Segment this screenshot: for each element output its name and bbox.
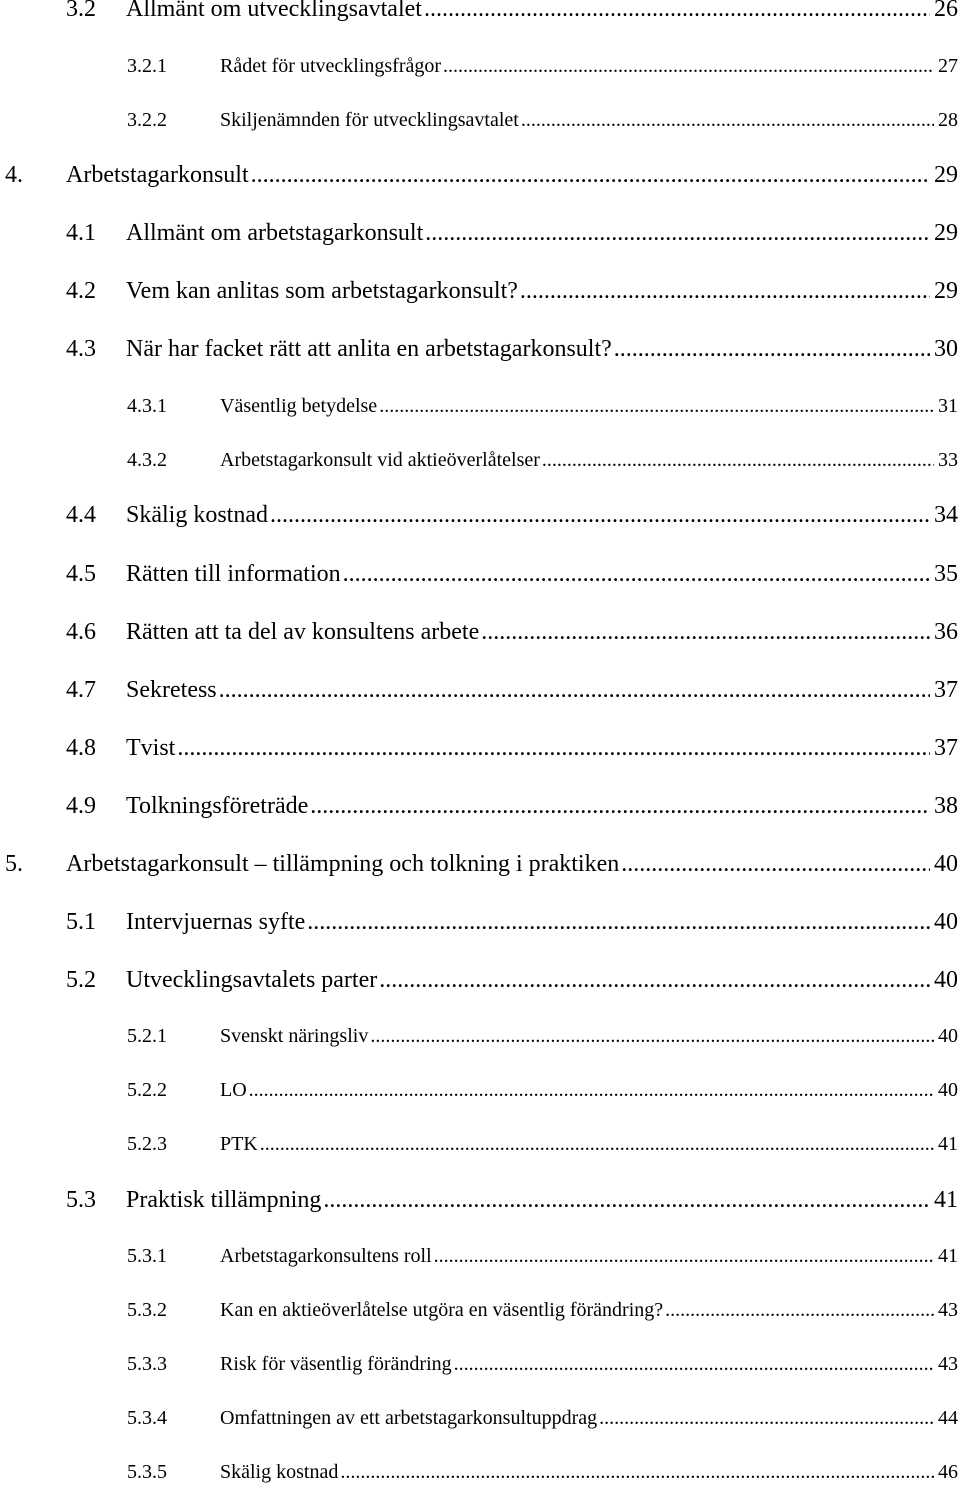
toc-leader — [343, 561, 930, 588]
toc-entry-page: 38 — [934, 793, 958, 819]
toc-entry-title: LO — [220, 1079, 247, 1101]
toc-entry-title: När har facket rätt att anlita en arbetstagarkonsult? — [126, 336, 612, 362]
toc-entry-page: 36 — [934, 619, 958, 645]
toc-leader — [270, 502, 930, 529]
toc-entry-number: 4.9 — [66, 793, 96, 819]
toc-entry[interactable] — [66, 336, 958, 363]
toc-entry-page: 31 — [938, 395, 958, 417]
toc-leader — [379, 395, 934, 418]
toc-entry-number: 5.3.5 — [127, 1461, 167, 1483]
toc-entry-number: 5.2.3 — [127, 1133, 167, 1155]
toc-leader — [177, 735, 930, 762]
toc-entry-number: 5.2.1 — [127, 1025, 167, 1047]
toc-entry[interactable] — [66, 793, 958, 820]
toc-entry[interactable] — [127, 395, 958, 418]
toc-leader — [614, 336, 930, 363]
toc-entry-number: 5.2 — [66, 967, 96, 993]
toc-entry-page: 43 — [938, 1299, 958, 1321]
toc-entry-title: Tvist — [126, 735, 176, 761]
toc-entry-number: 4.7 — [66, 677, 96, 703]
toc-leader — [424, 0, 930, 23]
toc-entry-page: 26 — [934, 0, 958, 22]
toc-entry[interactable] — [127, 1133, 958, 1156]
toc-entry-number: 3.2.1 — [127, 55, 167, 77]
toc-entry[interactable] — [66, 1187, 958, 1214]
toc-entry-page: 27 — [938, 55, 958, 77]
toc-entry-page: 40 — [934, 909, 958, 935]
toc-entry-number: 4.1 — [66, 220, 96, 246]
toc-entry-page: 29 — [934, 278, 958, 304]
toc-leader — [520, 278, 930, 305]
toc-entry-number: 3.2 — [66, 0, 96, 22]
toc-entry[interactable] — [127, 1353, 958, 1376]
toc-leader — [370, 1025, 934, 1048]
toc-leader — [219, 677, 930, 704]
toc-entry[interactable] — [66, 909, 958, 936]
toc-leader — [621, 851, 930, 878]
toc-entry[interactable] — [66, 0, 958, 23]
toc-entry[interactable] — [127, 1079, 958, 1102]
toc-entry-title: PTK — [220, 1133, 258, 1155]
toc-leader — [599, 1407, 934, 1430]
toc-entry-title: Väsentlig betydelse — [220, 395, 378, 417]
toc-leader — [340, 1461, 934, 1484]
toc-leader — [542, 449, 934, 472]
toc-leader — [443, 55, 934, 78]
toc-entry-page: 41 — [938, 1133, 958, 1155]
toc-leader — [310, 793, 930, 820]
toc-entry-title: Arbetstagarkonsult vid aktieöverlåtelser — [220, 449, 540, 471]
toc-entry-page: 43 — [938, 1353, 958, 1375]
toc-entry-title: Rätten till information — [126, 561, 341, 587]
toc-entry[interactable] — [66, 677, 958, 704]
toc-entry-page: 41 — [938, 1245, 958, 1267]
toc-leader — [434, 1245, 934, 1268]
toc-leader — [425, 220, 930, 247]
toc-entry[interactable] — [66, 967, 958, 994]
toc-entry-page: 30 — [934, 336, 958, 362]
toc-entry[interactable] — [127, 449, 958, 472]
toc-entry-number: 5.3.1 — [127, 1245, 167, 1267]
toc-entry-number: 5.3 — [66, 1187, 96, 1213]
toc-entry-title: Rätten att ta del av konsultens arbete — [126, 619, 480, 645]
toc-entry-number: 4.3.1 — [127, 395, 167, 417]
toc-entry[interactable] — [66, 502, 958, 529]
toc-entry-title: Omfattningen av ett arbetstagarkonsultuppdrag — [220, 1407, 598, 1429]
toc-entry-title: Allmänt om arbetstagarkonsult — [126, 220, 424, 246]
toc-entry-number: 5.3.2 — [127, 1299, 167, 1321]
toc-entry-page: 44 — [938, 1407, 958, 1429]
toc-entry-title: Praktisk tillämpning — [126, 1187, 322, 1213]
toc-entry-page: 34 — [934, 502, 958, 528]
toc-entry-title: Arbetstagarkonsult – tillämpning och tolkning i praktiken — [66, 851, 620, 877]
toc-leader — [454, 1353, 934, 1376]
toc-entry-title: Risk för väsentlig förändring — [220, 1353, 452, 1375]
toc-entry-page: 37 — [934, 677, 958, 703]
toc-entry-number: 5.3.4 — [127, 1407, 167, 1429]
toc-entry-number: 4.3.2 — [127, 449, 167, 471]
toc-entry[interactable] — [127, 109, 958, 132]
toc-leader — [481, 619, 930, 646]
toc-entry-title: Arbetstagarkonsultens roll — [220, 1245, 432, 1267]
toc-entry[interactable] — [127, 55, 958, 78]
toc-entry-number: 4.8 — [66, 735, 96, 761]
toc-entry[interactable] — [127, 1025, 958, 1048]
toc-entry-number: 5.1 — [66, 909, 96, 935]
toc-entry-title: Allmänt om utvecklingsavtalet — [126, 0, 422, 22]
toc-entry-title: Tolkningsföreträde — [126, 793, 309, 819]
toc-entry-page: 37 — [934, 735, 958, 761]
toc-entry-title: Intervjuernas syfte — [126, 909, 306, 935]
toc-entry-title: Svenskt näringsliv — [220, 1025, 369, 1047]
toc-entry[interactable] — [66, 278, 958, 305]
toc-entry-page: 40 — [938, 1025, 958, 1047]
toc-entry-number: 4.3 — [66, 336, 96, 362]
toc-entry-page: 40 — [934, 967, 958, 993]
toc-entry[interactable] — [127, 1461, 958, 1484]
toc-entry-number: 5. — [5, 851, 23, 877]
toc-leader — [307, 909, 930, 936]
toc-entry[interactable] — [5, 162, 958, 189]
toc-entry-page: 40 — [938, 1079, 958, 1101]
toc-entry-page: 35 — [934, 561, 958, 587]
toc-entry-page: 33 — [938, 449, 958, 471]
toc-entry-title: Rådet för utvecklingsfrågor — [220, 55, 442, 77]
toc-entry-title: Utvecklingsavtalets parter — [126, 967, 378, 993]
toc-leader — [521, 109, 934, 132]
toc-entry[interactable] — [5, 851, 958, 878]
toc-entry-page: 29 — [934, 220, 958, 246]
toc-leader — [251, 162, 930, 189]
toc-entry-title: Kan en aktieöverlåtelse utgöra en väsentlig förändring? — [220, 1299, 664, 1321]
toc-entry[interactable] — [66, 735, 958, 762]
toc-entry-page: 40 — [934, 851, 958, 877]
toc-entry-number: 4.5 — [66, 561, 96, 587]
toc-entry[interactable] — [127, 1245, 958, 1268]
toc-entry[interactable] — [66, 561, 958, 588]
toc-entry[interactable] — [127, 1407, 958, 1430]
toc-entry-title: Arbetstagarkonsult — [66, 162, 249, 188]
toc-entry-title: Skälig kostnad — [126, 502, 268, 528]
toc-entry[interactable] — [66, 619, 958, 646]
toc-leader — [260, 1133, 934, 1156]
toc-entry-title: Skälig kostnad — [220, 1461, 339, 1483]
toc-leader — [323, 1187, 930, 1214]
toc-entry[interactable] — [66, 220, 958, 247]
toc-leader — [249, 1079, 934, 1102]
toc-entry[interactable] — [127, 1299, 958, 1322]
toc-entry-page: 41 — [934, 1187, 958, 1213]
toc-entry-title: Vem kan anlitas som arbetstagarkonsult? — [126, 278, 518, 304]
toc-entry-title: Skiljenämnden för utvecklingsavtalet — [220, 109, 519, 131]
toc-entry-number: 5.2.2 — [127, 1079, 167, 1101]
toc-entry-page: 46 — [938, 1461, 958, 1483]
toc-entry-page: 29 — [934, 162, 958, 188]
toc-entry-number: 5.3.3 — [127, 1353, 167, 1375]
toc-entry-number: 4.2 — [66, 278, 96, 304]
toc-entry-page: 28 — [938, 109, 958, 131]
toc-entry-title: Sekretess — [126, 677, 217, 703]
toc-leader — [379, 967, 930, 994]
toc-entry-number: 3.2.2 — [127, 109, 167, 131]
toc-entry-number: 4. — [5, 162, 23, 188]
toc-entry-number: 4.6 — [66, 619, 96, 645]
toc-leader — [665, 1299, 934, 1322]
toc-entry-number: 4.4 — [66, 502, 96, 528]
